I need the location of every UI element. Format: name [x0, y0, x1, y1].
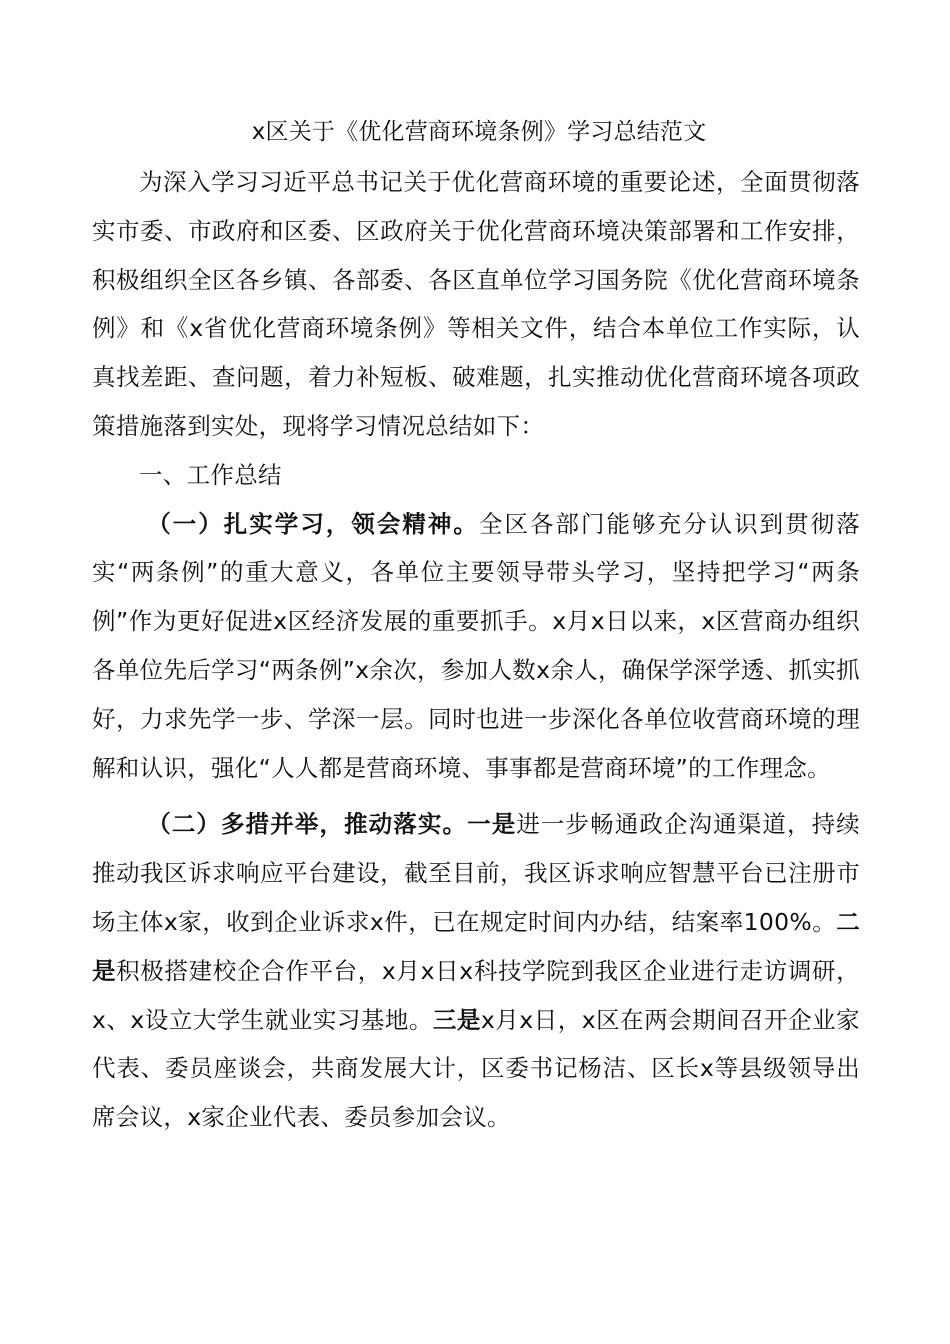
item-2-first-label: 一是: [467, 810, 517, 839]
item-2-third-label: 三是: [432, 1005, 481, 1034]
document-page: [92, 108, 860, 1142]
item-1-lead: （一）扎实学习，领会精神。: [147, 509, 479, 538]
section-heading-work-summary: 一、工作总结: [139, 460, 282, 489]
item-2-paragraph: [92, 800, 860, 1142]
item-1-body: 全区各部门能够充分认识到贯彻落实“两条例”的重大意义，各单位主要领导带头学习，坚持把学习“两条例”作为更好促进x区经济发展的重要抓手。x月x日以来，x区营商办组织各单位先后学习“两条例”x余次，参加人数x余人，确保学深学透、抓实抓好，力求先学一步、学深一层。同时也进一步深化各单位收营商环境的理解和认识，强化“人人都是营商环境、事事都是营商环境”的工作理念。: [92, 509, 860, 782]
item-2-second-label: 二是: [92, 907, 860, 985]
item-2-third-body: x月x日，x区在两会期间召开企业家代表、委员座谈会，共商发展大计，区委书记杨洁、区长x等县级领导出席会议，x家企业代表、委员参加会议。: [92, 1005, 860, 1132]
item-2-lead: （二）多措并举，推动落实。: [147, 810, 468, 839]
document-title: x区关于《优化营商环境条例》学习总结范文: [251, 119, 707, 145]
intro-paragraph: 为深入学习习近平总书记关于优化营商环境的重要论述，全面贯彻落实市委、市政府和区委、区政府关于优化营商环境决策部署和工作安排，积极组织全区各乡镇、各部委、各区直单位学习国务院《优化营商环境条例》和《x省优化营商环境条例》等相关文件，结合本单位工作实际，认真找差距、查问题，着力补短板、破难题，扎实推动优化营商环境各项政策措施落到实处，现将学习情况总结如下：: [92, 168, 860, 440]
item-2-second-body: 积极搭建校企合作平台，x月x日x科技学院到我区企业进行走访调研，x、x设立大学生就业实习基地。: [92, 956, 860, 1034]
item-1-paragraph: [92, 500, 860, 793]
item-2-first-body: 进一步畅通政企沟通渠道，持续推动我区诉求响应平台建设，截至目前，我区诉求响应智慧平台已注册市场主体x家，收到企业诉求x件，已在规定时间内办结，结案率100%。: [92, 810, 860, 936]
